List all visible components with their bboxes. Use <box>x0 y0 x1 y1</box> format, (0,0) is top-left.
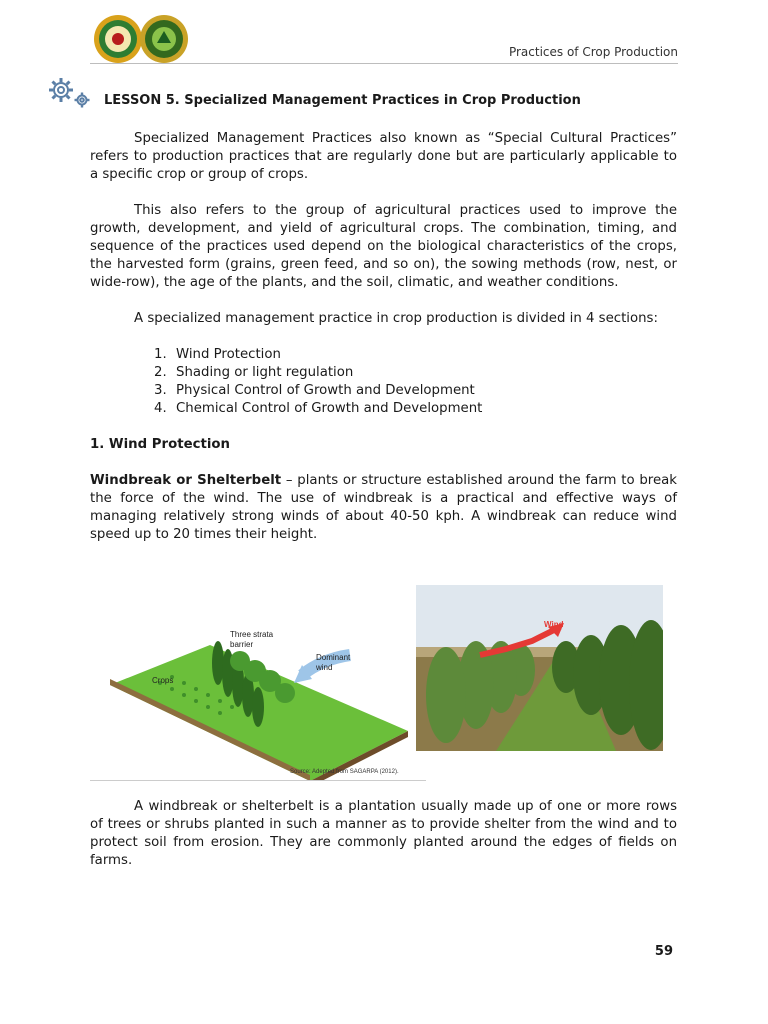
page-number: 59 <box>654 944 673 959</box>
university-seal-logo <box>94 15 142 63</box>
sections-intro-paragraph: A specialized management practice in crop production is divided in 4 sections: <box>134 311 658 326</box>
barrier-label-line2: barrier <box>230 640 254 649</box>
photo-wind-label: Wind <box>544 620 564 629</box>
closing-section <box>90 798 677 870</box>
figures-row <box>90 585 670 785</box>
section-heading: 1. Wind Protection <box>90 437 230 452</box>
windbreak-paragraph <box>90 472 677 544</box>
intro-paragraph: Specialized Management Practices also known as “Special Cultural Practices” refers to production practices that are regularly done but are particularly applicable to a specific crop or group of crops. <box>90 131 677 182</box>
wind-label: Dominant <box>316 653 351 662</box>
institution-logos <box>93 13 189 65</box>
windbreak-definition: – plants or structure established around the farm to break the force of the wind. The use of windbreak is a practical and effective ways of managing relatively strong winds of about 40-50 kph. A windbreak can reduce wind speed up to 20 times their height. <box>90 473 677 542</box>
header-divider <box>90 63 678 64</box>
sections-list <box>90 346 677 418</box>
list-item: 3. Physical Control of Growth and Development <box>154 383 475 398</box>
figure-source: Source: Adepted from SAGARPA (2012). <box>290 769 399 775</box>
list-item: 1. Wind Protection <box>154 347 281 362</box>
wind-label-line2: wind <box>316 663 333 672</box>
lesson-body <box>90 130 677 544</box>
windbreak-photo <box>416 585 663 751</box>
crops-label: Crops <box>152 676 174 685</box>
windbreak-term: Windbreak or Shelterbelt <box>90 473 282 488</box>
definition-paragraph: This also refers to the group of agricultural practices used to improve the growth, development, and yield of agricultural crops. The combination, timing, and sequence of the practices used depend on the biological characteristics of the crops, the harvested form (grains, green feed, and so on), the sowing methods (row, nest, or wide-row), the age of the plants, and the soil, climatic, and weather conditions. <box>90 203 677 290</box>
lesson-title: LESSON 5. Specialized Management Practices in Crop Production <box>104 93 581 108</box>
list-item: 4. Chemical Control of Growth and Development <box>154 401 483 416</box>
windbreak-diagram <box>90 603 426 781</box>
figure-divider <box>90 780 426 781</box>
closing-paragraph: A windbreak or shelterbelt is a plantation usually made up of one or more rows of trees or shrubs planted in such a manner as to provide shelter from the wind and to protect soil from erosion. They are commonly planted around the edges of fields on farms. <box>90 799 677 868</box>
gears-icon <box>44 73 94 111</box>
college-seal-logo <box>140 15 188 63</box>
list-item: 2. Shading or light regulation <box>154 365 354 380</box>
barrier-label: Three strata <box>230 630 274 639</box>
header-title: Practices of Crop Production <box>508 45 678 59</box>
